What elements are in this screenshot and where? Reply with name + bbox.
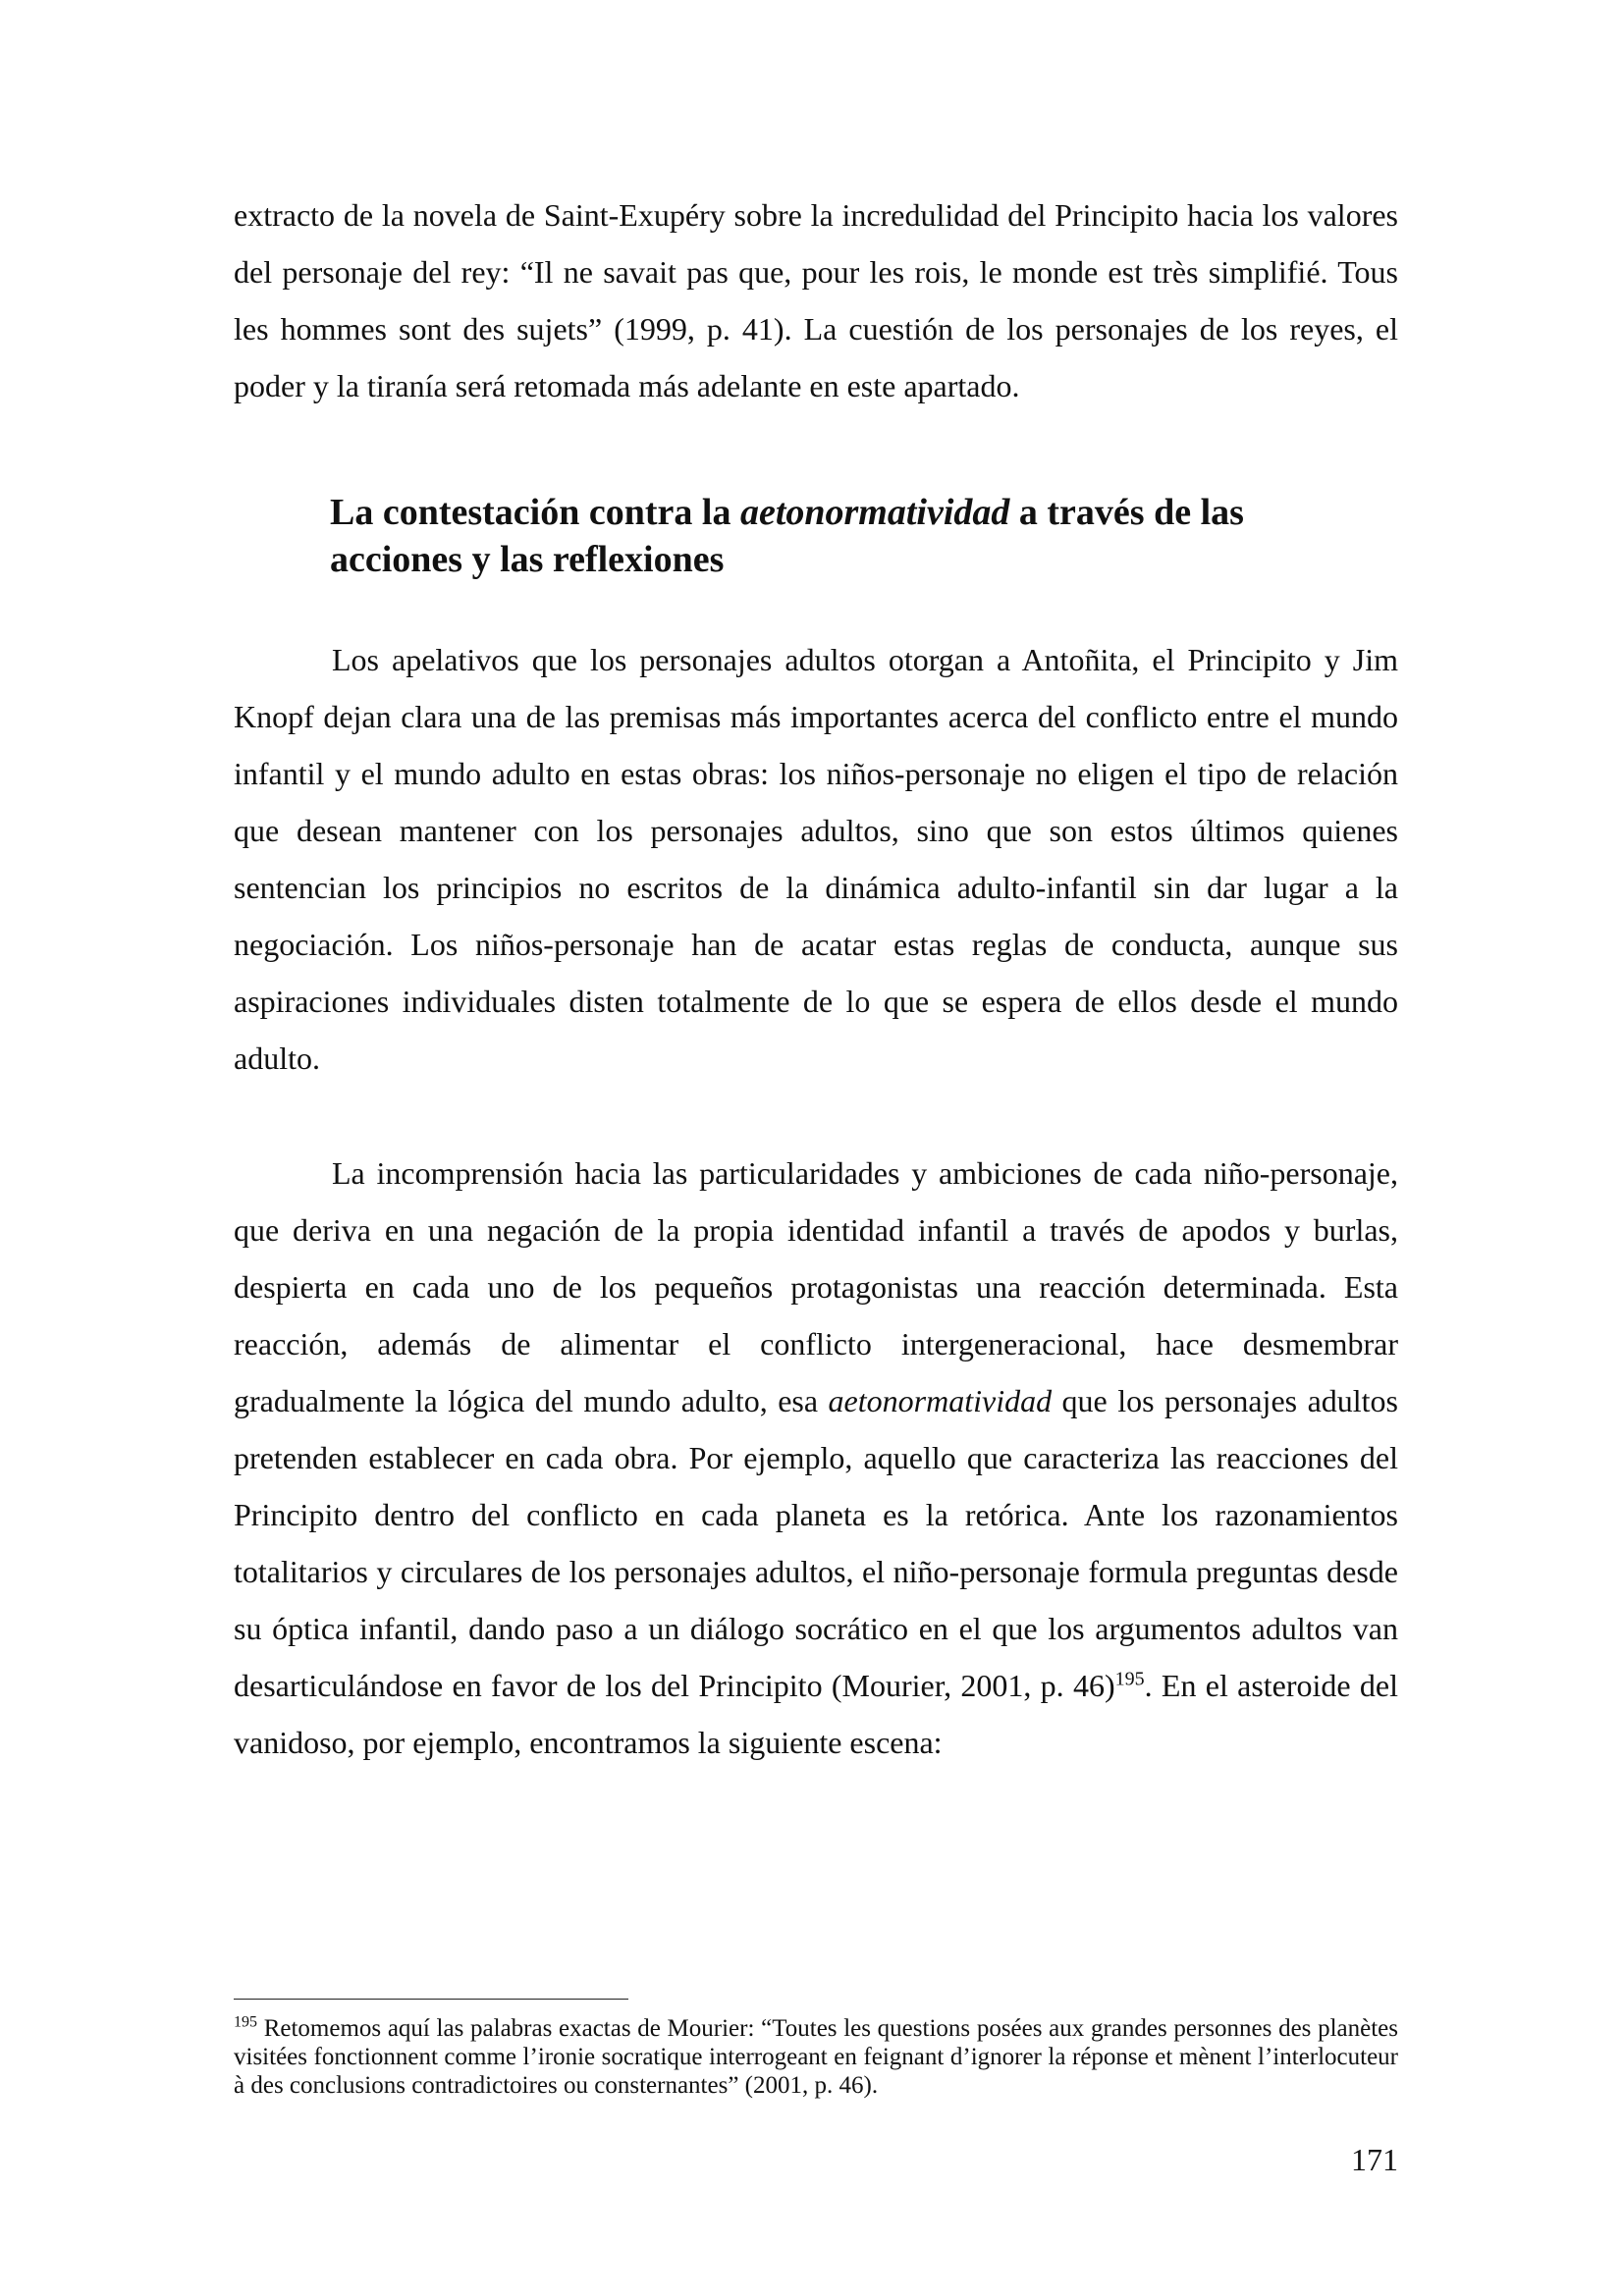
footnote-number: 195 (234, 2013, 257, 2031)
paragraph-incomprension (234, 1145, 1398, 1771)
italic-term: aetonormatividad (828, 1383, 1053, 1418)
paragraph-apelativos: Los apelativos que los personajes adultos otorgan a Antoñita, el Principito y Jim Knopf dejan clara una de las premisas más importantes acerca del conflicto entre el mundo infantil y el mundo adulto en estas obras: los niños-personaje no eligen el tipo de relación que desean mantener con los personajes adultos, sino que son estos últimos quienes sentencian los principios no escritos de la dinámica adulto-infantil sin dar lugar a la negociación. Los niños-personaje han de acatar estas reglas de conducta, aunque sus aspiraciones individuales disten totalmente de lo que se espera de ellos desde el mundo adulto. (234, 642, 1398, 1076)
page-number: 171 (1351, 2142, 1398, 2177)
footnote-reference: 195 (1114, 1668, 1145, 1690)
footnote-text: Retomemos aquí las palabras exactas de Mourier: “Toutes les questions posées aux grandes personnes des planètes visitées fonctionnent comme l’ironie socratique interrogeant en feignant d’ignorer la réponse et mènent l’interlocuteur à des conclusions contradictoires ou consternantes” (2001, p. 46). (234, 2015, 1398, 2099)
footnote (234, 2014, 1398, 2100)
paragraph-text-part-1: La incomprensión hacia las particularidades y ambiciones de cada niño-personaje, que deriva en una negación de la propia identidad infantil a través de apodos y burlas, despierta en cada uno de los pequeños protagonistas una reacción determinada. Esta reacción, además de alimentar el conflicto intergeneracional, hace desmembrar gradualmente la lógica del mundo adulto, esa (234, 1155, 1398, 1418)
paragraph-text-part-2: que los personajes adultos pretenden establecer en cada obra. Por ejemplo, aquello que caracteriza las reacciones del Principito dentro del conflicto en cada planeta es la retórica. Ante los razonamientos totalitarios y circulares de los personajes adultos, el niño-personaje formula preguntas desde su óptica infantil, dando paso a un diálogo socrático en el que los argumentos adultos van desarticulándose en favor de los del Principito (Mourier, 2001, p. 46) (234, 1383, 1399, 1703)
section-heading (330, 489, 1312, 583)
heading-text-start: La contestación contra la (330, 492, 740, 533)
heading-italic-term: aetonormatividad (739, 492, 1010, 533)
paragraph-text-part-3: . En el asteroide del vanidoso, por ejemplo, encontramos la siguiente escena: (234, 1668, 1398, 1760)
paragraph-continuation: extracto de la novela de Saint-Exupéry sobre la incredulidad del Principito hacia los valores del personaje del rey: “Il ne savait pas que, pour les rois, le monde est très simplifié. Tous les hommes sont des sujets” (1999, p. 41). La cuestión de los personajes de los reyes, el poder y la tiranía será retomada más adelante en este apartado. (234, 197, 1398, 403)
heading-text-end: a través de las acciones y las reflexiones (330, 492, 1244, 580)
footnote-separator (234, 1999, 628, 2000)
